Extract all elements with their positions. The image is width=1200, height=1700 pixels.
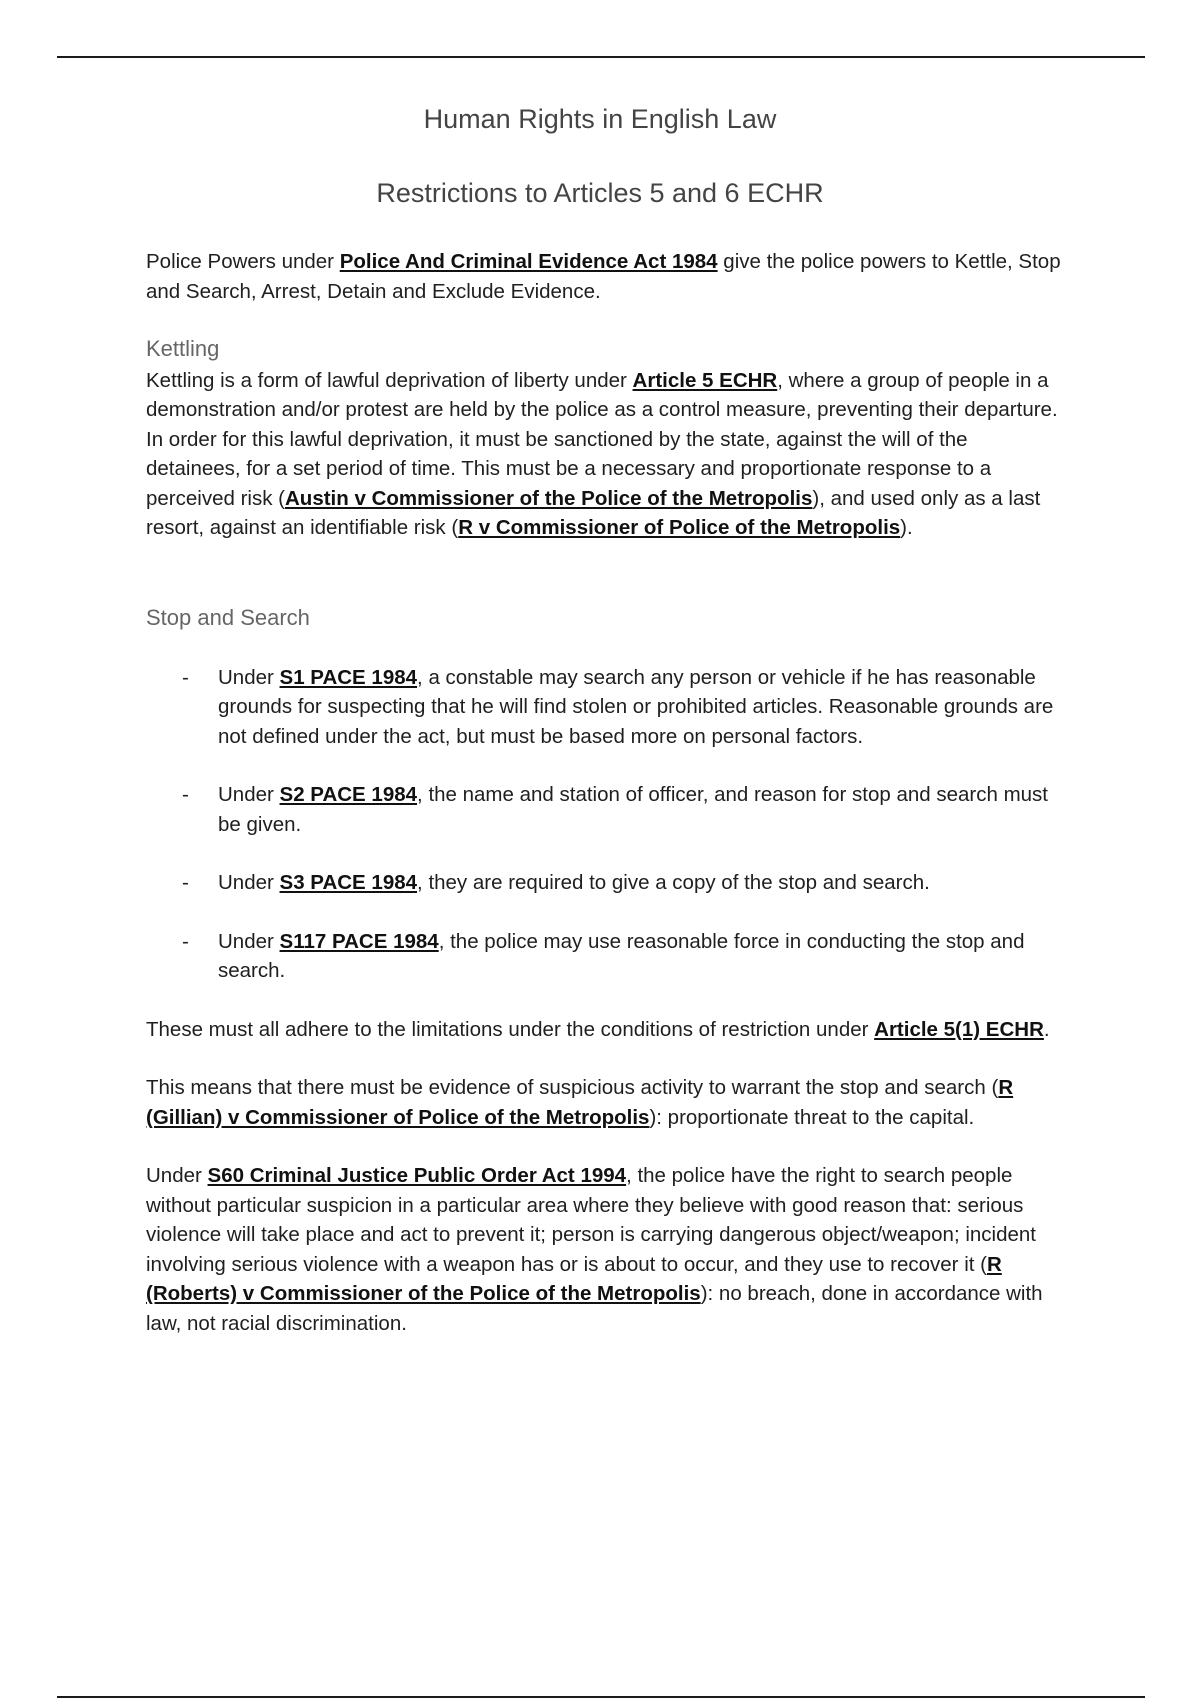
stop-search-section xyxy=(146,603,1066,1338)
s60-paragraph: Under S60 Criminal Justice Public Order Act 1994, the police have the right to search people without particular suspicion in a particular area where they believe with good reason that: serious violence will take place and act to prevent it; person is carrying dangerous object/weapon; incident involving serious violence with a weapon has or is about to occur, and they use to recover it (R (Roberts) v Commissioner of the Police of the Metropolis): no breach, done in accordance with law, not racial discrimination. xyxy=(146,1164,1043,1335)
stop-search-heading: Stop and Search xyxy=(146,605,310,630)
list-item: - Under S117 PACE 1984, the police may use reasonable force in conducting the stop and search. xyxy=(146,927,1066,986)
act-reference: Police And Criminal Evidence Act 1984 xyxy=(339,250,718,273)
list-item: - Under S2 PACE 1984, the name and station of officer, and reason for stop and search must be given. xyxy=(146,780,1066,839)
document-title: Human Rights in English Law xyxy=(423,104,777,134)
top-rule xyxy=(57,56,1145,58)
means-paragraph: This means that there must be evidence of suspicious activity to warrant the stop and search (R (Gillian) v Commissioner of Police of the Metropolis): proportionate threat to the capital. xyxy=(146,1076,1014,1129)
list-item: - Under S3 PACE 1984, they are required to give a copy of the stop and search. xyxy=(146,868,1066,898)
adhere-paragraph: These must all adhere to the limitations under the conditions of restriction under Article 5(1) ECHR. xyxy=(146,1017,1050,1041)
kettling-section xyxy=(146,334,1066,543)
bottom-rule xyxy=(57,1696,1145,1698)
kettling-paragraph: Kettling is a form of lawful deprivation of liberty under Article 5 ECHR, where a group of people in a demonstration and/or protest are held by the police as a control measure, preventing their departure. In order for this lawful deprivation, it must be sanctioned by the state, against the will of the detainees, for a set period of time. This must be a necessary and proportionate response to a perceived risk (Austin v Commissioner of the Police of the Metropolis), and used only as a last resort, against an identifiable risk (R v Commissioner of Police of the Metropolis). xyxy=(146,368,1058,539)
kettling-heading: Kettling xyxy=(146,336,220,361)
document-subtitle: Restrictions to Articles 5 and 6 ECHR xyxy=(376,178,824,208)
intro-paragraph: Police Powers under Police And Criminal Evidence Act 1984 give the police powers to Kettle, Stop and Search, Arrest, Detain and Exclude Evidence. xyxy=(146,250,1061,303)
case-reference: R v Commissioner of Police of the Metropolis xyxy=(458,516,901,539)
stop-search-list xyxy=(146,663,1066,986)
list-item: - Under S1 PACE 1984, a constable may search any person or vehicle if he has reasonable grounds for suspecting that he will find stolen or prohibited articles. Reasonable grounds are not defined under the act, but must be based more on personal factors. xyxy=(146,663,1066,752)
case-reference: Austin v Commissioner of the Police of the Metropolis xyxy=(285,486,813,510)
case-reference: Article 5 ECHR xyxy=(632,368,778,392)
